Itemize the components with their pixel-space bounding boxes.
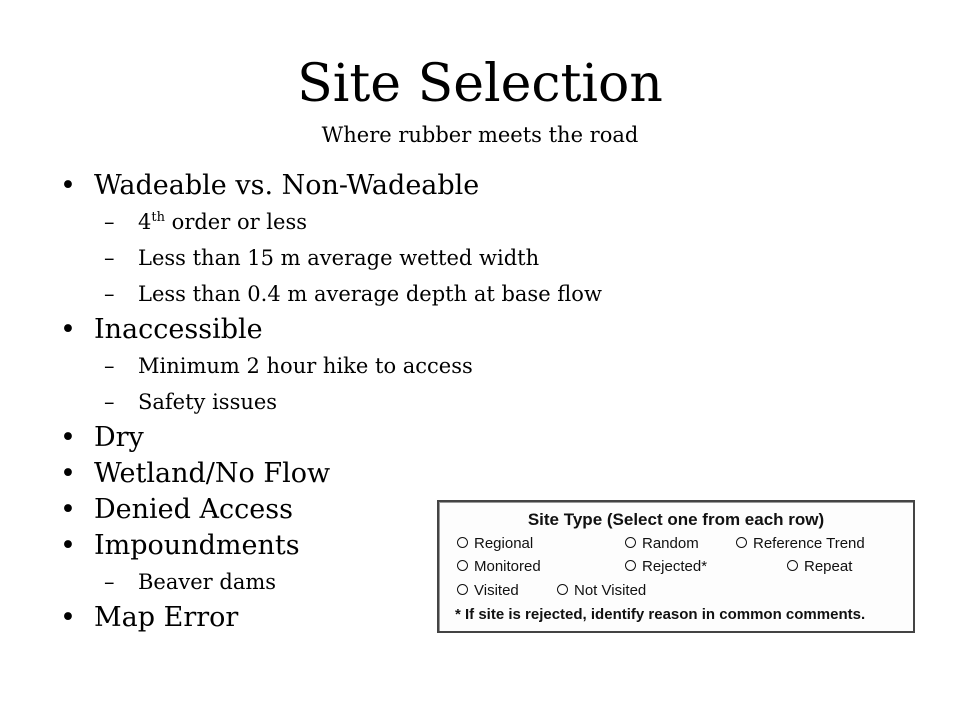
option-rejected[interactable]: Rejected* (625, 558, 707, 575)
bullet-dot: • (60, 314, 76, 345)
form-title: Site Type (Select one from each row) (527, 510, 825, 529)
bullet-dot: • (60, 602, 76, 633)
option-random[interactable]: Random (625, 535, 699, 552)
ordinal-suffix: th (151, 210, 165, 225)
bullet-item: • Wetland/No Flow (60, 456, 700, 492)
sub-bullet-item: – Beaver dams (60, 564, 700, 600)
bullet-item: • Denied Access (60, 492, 700, 528)
slide-subtitle: Where rubber meets the road (321, 123, 639, 147)
bullet-item: • Wadeable vs. Non-Wadeable (60, 168, 700, 204)
sub-bullet-item: – 4th order or less (60, 204, 700, 240)
site-type-form-image (437, 500, 915, 633)
option-reference-trend[interactable]: Reference Trend (736, 535, 865, 552)
bullet-dot: • (60, 530, 76, 561)
option-regional[interactable]: Regional (457, 535, 533, 552)
ordinal-number: 4 (138, 210, 152, 234)
sub-bullet-dash: – (104, 390, 115, 414)
bullet-dot: • (60, 458, 76, 489)
radio-circle-icon (457, 584, 468, 595)
sub-bullet-dash: – (104, 354, 115, 378)
sub-bullet-dash: – (104, 282, 115, 306)
sub-bullet-dash: – (104, 246, 115, 270)
radio-circle-icon (457, 560, 468, 571)
sub-bullet-item: – Less than 0.4 m average depth at base flow (60, 276, 700, 312)
bullet-dot: • (60, 422, 76, 453)
slide-title: Site Selection (297, 54, 663, 114)
radio-circle-icon (457, 537, 468, 548)
sub-bullet-item: – Less than 15 m average wetted width (60, 240, 700, 276)
bullet-dot: • (60, 494, 76, 525)
radio-circle-icon (625, 537, 636, 548)
sub-bullet-item: – Safety issues (60, 384, 700, 420)
bullet-item: • Map Error (60, 600, 700, 636)
radio-circle-icon (736, 537, 747, 548)
sub-bullet-dash: – (104, 570, 115, 594)
bullet-item: • Inaccessible (60, 312, 700, 348)
form-note: * If site is rejected, identify reason in common comments. (455, 606, 866, 623)
bullet-dot: • (60, 170, 76, 201)
radio-circle-icon (787, 560, 798, 571)
option-monitored[interactable]: Monitored (457, 558, 541, 575)
bullet-item: • Impoundments (60, 528, 700, 564)
sub-bullet-dash: – (104, 210, 115, 234)
radio-circle-icon (557, 584, 568, 595)
option-not-visited[interactable]: Not Visited (557, 582, 646, 599)
radio-circle-icon (625, 560, 636, 571)
option-repeat[interactable]: Repeat (787, 558, 852, 575)
bullet-item: • Dry (60, 420, 700, 456)
option-visited[interactable]: Visited (457, 582, 519, 599)
sub-bullet-item: – Minimum 2 hour hike to access (60, 348, 700, 384)
